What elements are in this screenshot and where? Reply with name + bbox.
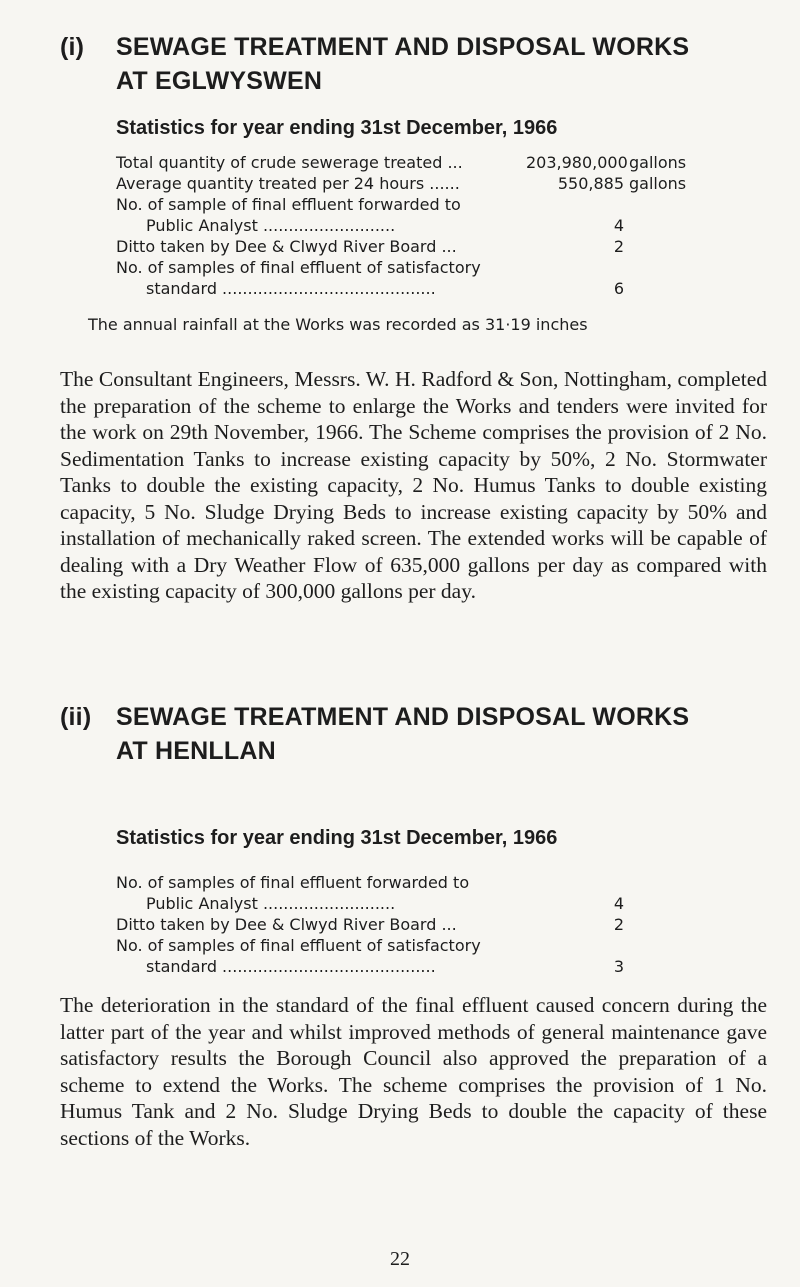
section-heading-eglwyswen	[60, 30, 689, 98]
section-number: (i)	[60, 33, 85, 61]
page-number: 22	[390, 1248, 410, 1270]
stats-title: Statistics for year ending 31st December, 1966	[116, 827, 558, 849]
stat-value: 2	[613, 915, 624, 934]
stat-label: Average quantity treated per 24 hours ......	[116, 174, 460, 193]
stats-table-eglwyswen	[116, 152, 796, 299]
stat-value: 550,885	[557, 174, 624, 193]
section-heading-line2: AT HENLLAN	[116, 737, 276, 765]
stats-row	[116, 257, 796, 278]
section-heading-henllan	[60, 700, 689, 768]
stats-row	[116, 956, 796, 977]
stat-label: No. of samples of final effluent of satisfactory	[116, 258, 481, 277]
stat-label: No. of samples of final effluent of satisfactory	[116, 936, 481, 955]
section-heading-line1: SEWAGE TREATMENT AND DISPOSAL WORKS	[116, 33, 690, 61]
stat-label: No. of samples of final effluent forwarded to	[116, 873, 470, 892]
stat-value: 3	[613, 957, 624, 976]
stats-row	[116, 278, 796, 299]
stats-row	[116, 215, 796, 236]
stat-label: standard ..........................................	[146, 957, 436, 976]
stats-row	[116, 914, 796, 935]
paragraph-eglwyswen: The Consultant Engineers, Messrs. W. H. Radford & Son, Nottingham, completed the preparation of the scheme to enlarge the Works and tenders were invited for the work on 29th November, 1966. The Scheme comprises the provision of 2 No. Sedimentation Tanks to increase existing capacity by 50%, 2 No. Stormwater Tanks to double the existing capacity, 2 No. Humus Tanks to double existing capacity, 5 No. Sludge Drying Beds to increase existing capacity by 50% and installation of mechanically raked screen. The extended works will be capable of dealing with a Dry Weather Flow of 635,000 gallons per day as compared with the existing capacity of 300,000 gallons per day.	[60, 367, 767, 603]
stats-row	[116, 173, 796, 194]
stats-row	[116, 893, 796, 914]
stat-unit: gallons	[629, 153, 687, 172]
stat-label: Public Analyst ..........................	[146, 894, 396, 913]
stat-label: Total quantity of crude sewerage treated ...	[116, 153, 463, 172]
stat-label: Public Analyst ..........................	[146, 216, 396, 235]
stat-value: 4	[613, 894, 624, 913]
stat-value: 203,980,000	[526, 153, 628, 172]
section-heading-line2: AT EGLWYSWEN	[116, 67, 323, 95]
section-heading-line1: SEWAGE TREATMENT AND DISPOSAL WORKS	[116, 703, 690, 731]
stat-value: 2	[613, 237, 624, 256]
stat-value: 4	[613, 216, 624, 235]
stats-table-henllan	[116, 872, 796, 977]
stat-label: Ditto taken by Dee & Clwyd River Board ...	[116, 237, 457, 256]
rainfall-note: The annual rainfall at the Works was recorded as 31·19 inches	[88, 315, 588, 334]
stat-label: Ditto taken by Dee & Clwyd River Board ...	[116, 915, 457, 934]
stats-row	[116, 872, 796, 893]
paragraph-henllan: The deterioration in the standard of the final effluent caused concern during the latter part of the year and whilst improved methods of general maintenance gave satisfactory results the Borough Council also approved the preparation of a scheme to extend the Works. The scheme comprises the provision of 1 No. Humus Tank and 2 No. Sludge Drying Beds to double the capacity of these sections of the Works.	[60, 993, 767, 1150]
stats-row	[116, 194, 796, 215]
stat-value: 6	[613, 279, 624, 298]
stat-label: standard ..........................................	[146, 279, 436, 298]
stats-row	[116, 935, 796, 956]
stats-row	[116, 236, 796, 257]
stat-label: No. of sample of final effluent forwarded to	[116, 195, 461, 214]
stats-row	[116, 152, 796, 173]
section-number: (ii)	[60, 703, 92, 731]
stats-title: Statistics for year ending 31st December, 1966	[116, 117, 558, 139]
stat-unit: gallons	[629, 174, 687, 193]
